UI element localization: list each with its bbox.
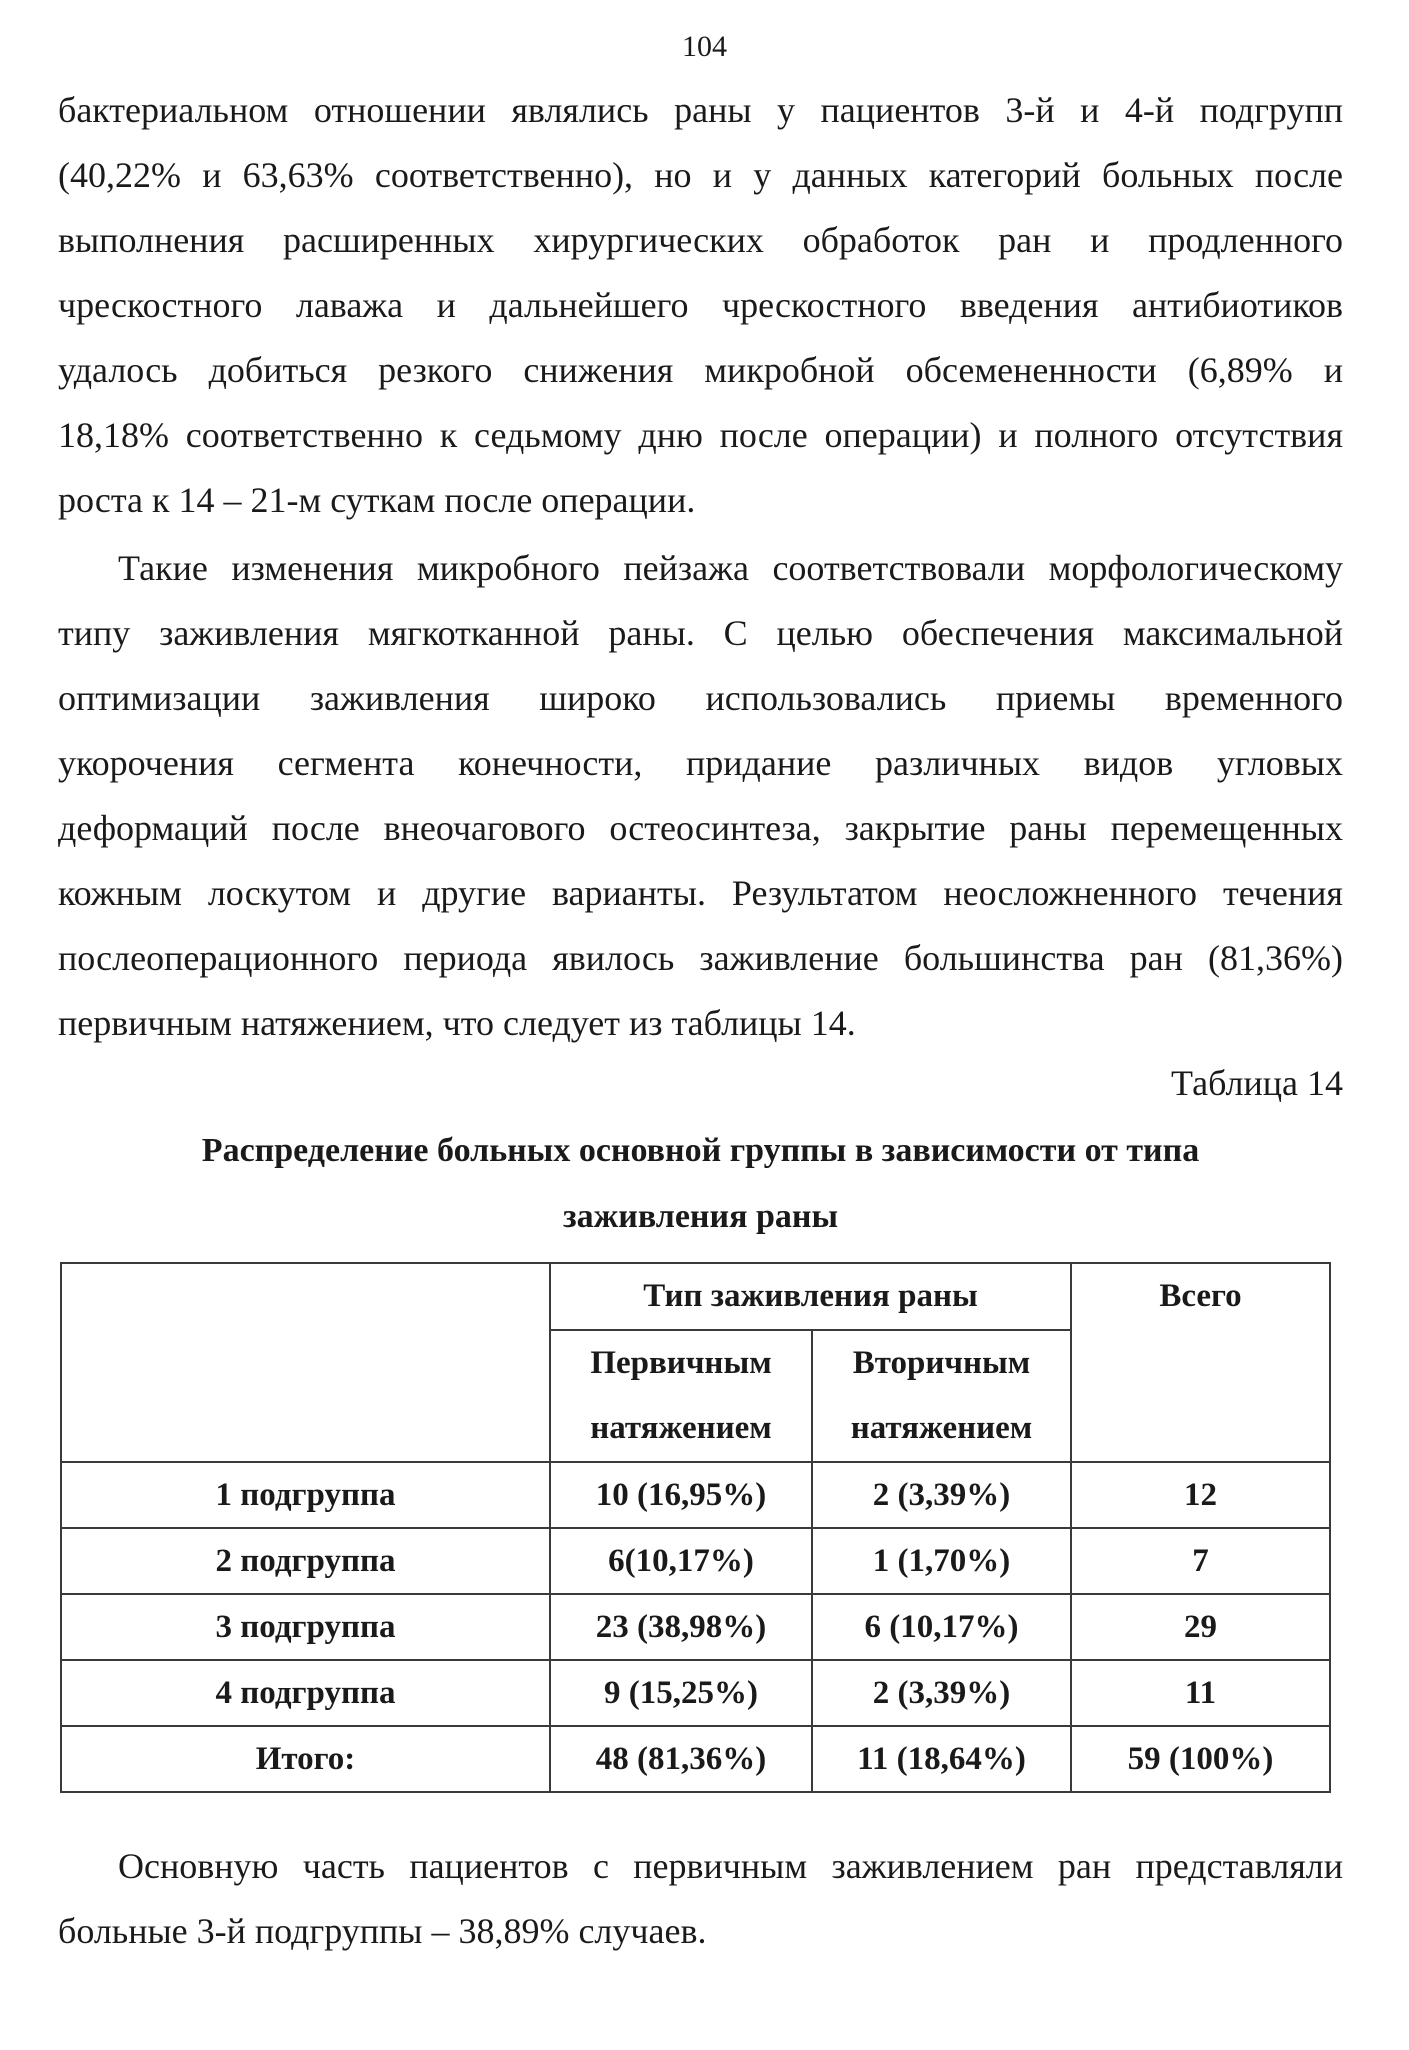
text-line: больные 3-й подгруппы – 38,89% случаев. — [58, 1911, 707, 1951]
text-line: деформаций после внеочагового остеосинтеза, закрытие раны перемещенных — [58, 808, 1343, 848]
row-label: 1 подгруппа — [61, 1462, 550, 1528]
cell-total: 11 — [1071, 1660, 1330, 1726]
row-label: 2 подгруппа — [61, 1528, 550, 1594]
header-primary-line1: Первичным — [590, 1345, 772, 1381]
text-line: Основную часть пациентов с первичным заживлением ран представляли — [118, 1846, 1343, 1886]
cell-primary: 6(10,17%) — [550, 1528, 812, 1594]
header-primary-line2: натяжением — [590, 1410, 772, 1446]
text-line: кожным лоскутом и другие варианты. Результатом неосложненного течения — [58, 873, 1343, 913]
paragraph-3 — [58, 1834, 1343, 1964]
cell-total: 12 — [1071, 1462, 1330, 1528]
paragraph-2 — [58, 536, 1343, 1056]
cell-total: 7 — [1071, 1528, 1330, 1594]
text-line: 18,18% соответственно к седьмому дню после операции) и полного отсутствия — [58, 415, 1343, 455]
header-secondary-line1: Вторичным — [852, 1345, 1031, 1381]
table-row — [61, 1660, 1330, 1726]
header-secondary-line2: натяжением — [850, 1410, 1033, 1446]
cell-secondary: 6 (10,17%) — [812, 1594, 1071, 1660]
row-label: 3 подгруппа — [61, 1594, 550, 1660]
text-line: послеоперационного периода явилось заживление большинства ран (81,36%) — [58, 938, 1343, 978]
cell-secondary: 2 (3,39%) — [812, 1462, 1071, 1528]
text-line: роста к 14 – 21-м суткам после операции. — [58, 480, 696, 520]
table-row — [61, 1528, 1330, 1594]
cell-secondary: 11 (18,64%) — [812, 1726, 1071, 1792]
cell-primary: 9 (15,25%) — [550, 1660, 812, 1726]
row-label: Итого: — [61, 1726, 550, 1792]
cell-secondary: 2 (3,39%) — [812, 1660, 1071, 1726]
page-number: 104 — [682, 30, 727, 63]
cell-primary: 23 (38,98%) — [550, 1594, 812, 1660]
cell-total: 59 (100%) — [1071, 1726, 1330, 1792]
header-healing-type: Тип заживления раны — [550, 1263, 1071, 1330]
empty-header-cell — [61, 1263, 550, 1462]
text-line: типу заживления мягкотканной раны. С целью обеспечения максимальной — [58, 613, 1343, 653]
cell-primary: 10 (16,95%) — [550, 1462, 812, 1528]
header-secondary — [812, 1330, 1071, 1462]
text-line: бактериальном отношении являлись раны у пациентов 3-й и 4-й подгрупп — [58, 90, 1343, 130]
cell-secondary: 1 (1,70%) — [812, 1528, 1071, 1594]
paragraph-1 — [58, 78, 1343, 533]
healing-type-table — [60, 1262, 1331, 1793]
cell-total: 29 — [1071, 1594, 1330, 1660]
table-title-line: Распределение больных основной группы в зависимости от типа — [201, 1132, 1200, 1169]
text-line: первичным натяжением, что следует из таблицы 14. — [58, 1003, 856, 1043]
table-row — [61, 1594, 1330, 1660]
header-total: Всего — [1071, 1263, 1330, 1462]
table-caption: Таблица 14 — [1171, 1063, 1343, 1103]
header-primary — [550, 1330, 812, 1462]
cell-primary: 48 (81,36%) — [550, 1726, 812, 1792]
table-title-line: заживления раны — [562, 1198, 839, 1235]
text-line: выполнения расширенных хирургических обработок ран и продленного — [58, 220, 1343, 260]
text-line: чрескостного лаважа и дальнейшего чрескостного введения антибиотиков — [58, 285, 1343, 325]
text-line: Такие изменения микробного пейзажа соответствовали морфологическому — [118, 548, 1343, 588]
text-line: (40,22% и 63,63% соответственно), но и у данных категорий больных после — [58, 155, 1343, 195]
table-row — [61, 1462, 1330, 1528]
table-row-total — [61, 1726, 1330, 1792]
text-line: укорочения сегмента конечности, придание различных видов угловых — [58, 743, 1343, 783]
text-line: оптимизации заживления широко использовались приемы временного — [58, 678, 1343, 718]
row-label: 4 подгруппа — [61, 1660, 550, 1726]
text-line: удалось добиться резкого снижения микробной обсемененности (6,89% и — [58, 350, 1343, 390]
table-title — [58, 1118, 1343, 1250]
